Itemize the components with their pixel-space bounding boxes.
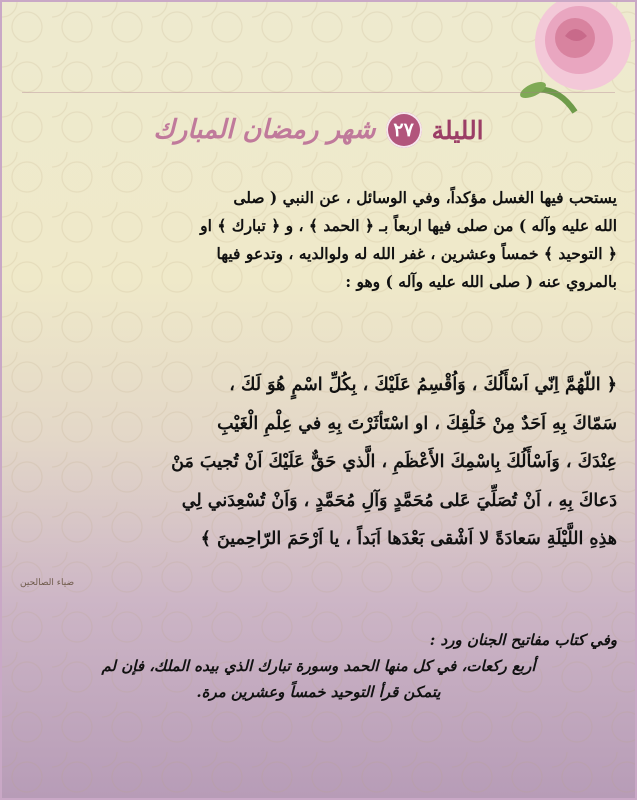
author-signature: ضياء الصالحين: [20, 578, 75, 588]
night-number-badge: ٢٧: [386, 112, 422, 148]
note-line: أربع ركعات، في كل منها الحمد وسورة تبارك الذي بيده الملك، فإن لم: [101, 657, 536, 675]
dua-line: عِنْدَكَ ، وَاَسْأَلُكَ بِاسْمِكَ الأَعْظَمِ ، الَّذي حَقٌّ عَلَيْكَ اَنْ تُجيبَ مَنْ: [171, 452, 617, 472]
intro-line: يستحب فيها الغسل مؤكداً، وفي الوسائل ، عن النبي ( صلى: [233, 188, 617, 207]
intro-line: بالمروي عنه ( صلى الله عليه وآله ) وهو :: [345, 272, 617, 291]
intro-line: الله عليه وآله ) من صلى فيها اربعاً بـ ﴿ الحمد ﴾ ، و ﴿ تبارك ﴾ او: [200, 216, 617, 235]
note-paragraph: [20, 627, 617, 705]
note-line: يتمكن قرأ التوحيد خمساً وعشرين مرة.: [196, 683, 441, 701]
intro-paragraph: [20, 184, 617, 296]
month-title: شهر رمضان المبارك: [153, 115, 376, 145]
dua-line: سَمّاكَ بِهِ اَحَدٌ مِنْ خَلْقِكَ ، او اسْتَأثَرْتَ بِهِ في عِلْمِ الْغَيْبِ: [217, 413, 617, 434]
dua-line: دَعاكَ بِهِ ، اَنْ تُصَلِّيَ عَلى مُحَمَّدٍ وَآلِ مُحَمَّدٍ ، وَاَنْ تُسْعِدَني لِي: [181, 490, 617, 511]
dua-line: ﴿ اللّهُمَّ اِنّي اَسْأَلُكَ ، وَاُقْسِمُ عَلَيْكَ ، بِكُلِّ اسْمٍ هُوَ لَكَ ،: [229, 375, 617, 395]
night-label: الليلة: [431, 115, 484, 145]
dua-text: [20, 366, 617, 559]
note-line: وفي كتاب مفاتيح الجنان ورد :: [429, 631, 617, 649]
intro-line: ﴿ التوحيد ﴾ خمساً وعشرين ، غفر الله له ولوالديه ، وتدعو فيها: [216, 244, 617, 263]
page-title: [2, 106, 635, 154]
dua-line: هذِهِ اللَّيْلَةِ سَعادَةً لا اَشْقى بَعْدَها اَبَداً ، يا اَرْحَمَ الرّاحِمينَ ﴾: [200, 529, 617, 549]
